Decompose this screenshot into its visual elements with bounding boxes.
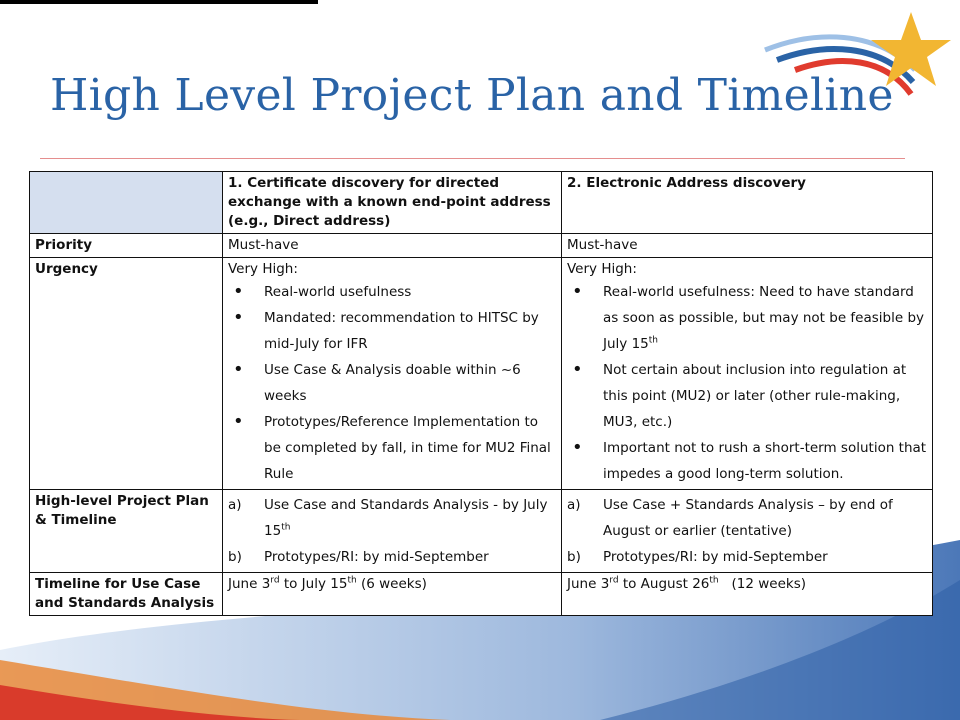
superscript: rd xyxy=(270,575,280,586)
list-marker: a) xyxy=(567,497,581,513)
plan-1-list xyxy=(228,492,557,570)
bullet-item: • Use Case & Analysis doable within ~6 weeks xyxy=(264,357,557,409)
superscript: th xyxy=(281,522,291,533)
slide-title: High Level Project Plan and Timeline xyxy=(50,70,894,121)
timeline-cell-1 xyxy=(223,573,562,616)
urgency-cell-1 xyxy=(223,258,562,490)
project-plan-table xyxy=(29,171,933,616)
row-label-timeline: Timeline for Use Case and Standards Analysis xyxy=(30,573,223,616)
priority-row xyxy=(30,234,933,258)
bullet-item: • Not certain about inclusion into regulation at this point (MU2) or later (other rule-making, MU3, etc.) xyxy=(603,357,928,435)
bullet-item: • Prototypes/Reference Implementation to be completed by fall, in time for MU2 Final Rule xyxy=(264,409,557,487)
plan-2-list xyxy=(567,492,928,570)
priority-cell-2: Must-have xyxy=(562,234,933,258)
superscript: th xyxy=(648,335,658,346)
urgency-2-intro: Very High: xyxy=(567,261,637,277)
superscript: rd xyxy=(609,575,619,586)
superscript: th xyxy=(347,575,357,586)
plan-item xyxy=(567,492,928,544)
plan-cell-2 xyxy=(562,490,933,573)
plan-item-text: Use Case + Standards Analysis – by end of August or earlier (tentative) xyxy=(603,497,893,539)
timeline-text: to August 26 xyxy=(618,576,710,592)
plan-item-text: Prototypes/RI: by mid-September xyxy=(264,549,489,565)
timeline-text: (6 weeks) xyxy=(356,576,427,592)
bullet-text: Real-world usefulness: Need to have standard as soon as possible, but may not be feasible by July 15 xyxy=(603,284,925,352)
row-label-priority: Priority xyxy=(30,234,223,258)
title-divider xyxy=(40,158,905,159)
timeline-row xyxy=(30,573,933,616)
bullet-item: • Important not to rush a short-term solution that impedes a good long-term solution. xyxy=(603,435,928,487)
timeline-text: to July 15 xyxy=(279,576,348,592)
plan-item xyxy=(228,544,557,570)
row-label-plan: High-level Project Plan & Timeline xyxy=(30,490,223,573)
top-black-rule xyxy=(0,0,318,4)
list-marker: b) xyxy=(567,549,581,565)
urgency-1-bullets xyxy=(228,279,557,487)
timeline-text: June 3 xyxy=(567,576,610,592)
list-marker: a) xyxy=(228,497,242,513)
timeline-cell-2 xyxy=(562,573,933,616)
timeline-text: June 3 xyxy=(228,576,271,592)
header-row xyxy=(30,172,933,234)
superscript: th xyxy=(709,575,719,586)
bullet-item xyxy=(603,279,928,357)
header-electronic-address-discovery: 2. Electronic Address discovery xyxy=(562,172,933,234)
bullet-item: • Real-world usefulness xyxy=(264,279,557,305)
urgency-2-bullets xyxy=(567,279,928,487)
timeline-text: (12 weeks) xyxy=(718,576,807,592)
plan-item xyxy=(567,544,928,570)
plan-row xyxy=(30,490,933,573)
priority-cell-1: Must-have xyxy=(223,234,562,258)
plan-item-text: Prototypes/RI: by mid-September xyxy=(603,549,828,565)
urgency-cell-2 xyxy=(562,258,933,490)
list-marker: b) xyxy=(228,549,242,565)
row-label-urgency: Urgency xyxy=(30,258,223,490)
bullet-item: • Mandated: recommendation to HITSC by mid-July for IFR xyxy=(264,305,557,357)
header-certificate-discovery: 1. Certificate discovery for directed exchange with a known end-point address (e.g., Direct address) xyxy=(223,172,562,234)
plan-item xyxy=(228,492,557,544)
urgency-1-intro: Very High: xyxy=(228,261,298,277)
header-corner-cell xyxy=(30,172,223,234)
plan-cell-1 xyxy=(223,490,562,573)
urgency-row xyxy=(30,258,933,490)
plan-item-text: Use Case and Standards Analysis - by July 15 xyxy=(264,497,548,539)
